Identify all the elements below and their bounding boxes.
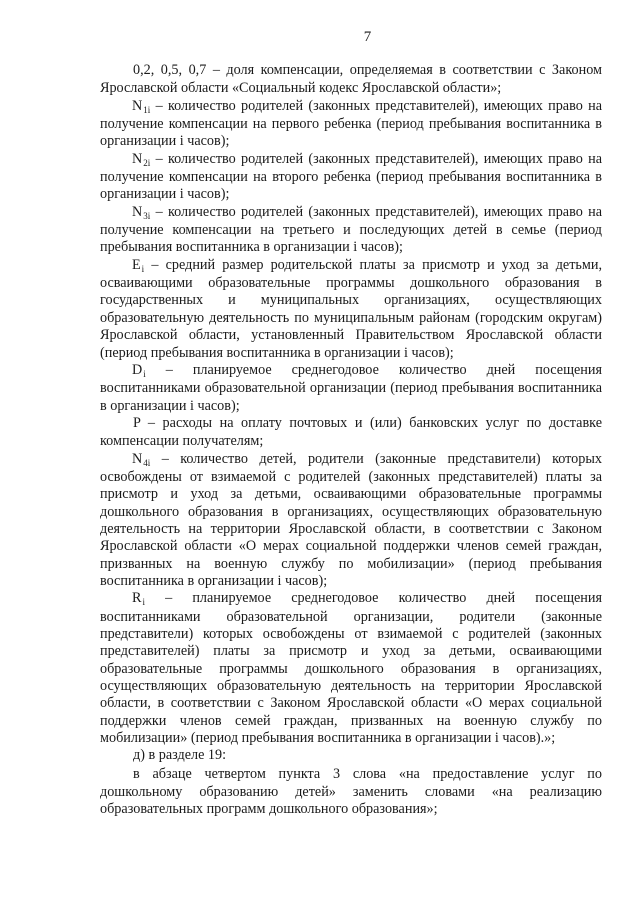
formula-subscript: 4i (143, 457, 151, 468)
paragraph (100, 766, 602, 819)
formula-symbol: D (132, 361, 143, 378)
paragraph (100, 451, 602, 591)
paragraph (100, 415, 602, 451)
formula-symbol: N (132, 203, 143, 220)
formula-subscript: 1i (143, 104, 151, 115)
paragraph-text: – количество родителей (законных представителей), имеющих право на получение компенсации на третьего и последующих детей в семье (период пребывания воспитанника в организации i часов); (100, 203, 602, 256)
formula-subscript: i (141, 263, 145, 274)
paragraph (100, 62, 602, 98)
formula-subscript: 2i (143, 157, 151, 168)
paragraph-text: – количество родителей (законных представителей), имеющих право на получение компенсации на второго ребенка (период пребывания воспитанника в организации i часов); (100, 150, 602, 203)
paragraph (100, 204, 602, 257)
formula-symbol: N (132, 450, 143, 467)
page-number: 7 (363, 29, 372, 45)
paragraph-text: 0,2, 0,5, 0,7 – доля компенсации, определяемая в соответствии с Законом Ярославской области «Социальный кодекс Ярославской области»; (100, 62, 602, 97)
paragraph-text: – количество детей, родители (законные представители) которых освобождены от взимаемой с родителей (законных представителей) платы за присмотр и уход за детьми, осваивающими образовательные программы дошкольного образования в организациях, осуществляющих образовательную деятельность на территории Ярославской области, в соответствии с Законом Ярославской области «О мерах социальной поддержки членов семей граждан, призванных на военную службу по мобилизации» (период пребывания воспитанника в организации i часов); (100, 450, 602, 589)
paragraph (100, 257, 602, 362)
paragraph (100, 362, 602, 415)
formula-subscript: i (142, 597, 145, 608)
paragraph (100, 747, 602, 765)
paragraph (100, 98, 602, 151)
formula-symbol: N (132, 97, 143, 114)
paragraph-text: – планируемое среднегодовое количество дней посещения воспитанниками образовательной организации (период пребывания воспитанника в организации i часов); (100, 361, 602, 414)
paragraph-text: д) в разделе 19: (133, 747, 227, 764)
formula-symbol: N (132, 150, 143, 167)
paragraph-text: в абзаце четвертом пункта 3 слова «на предоставление услуг по дошкольному образованию детей» заменить словами «на реализацию образовательных программ дошкольного образования»; (100, 765, 602, 818)
paragraph-text: P – расходы на оплату почтовых и (или) банковских услуг по доставке компенсации получателям; (100, 414, 602, 450)
paragraph-text: – средний размер родительской платы за присмотр и уход за детьми, осваивающими образовательные программы дошкольного образования в государственных и муниципальных организациях, осуществляющих образовательную деятельность по муниципальным районам (городским округам) Ярославской области, установленный Правительством Ярославской области (период пребывания воспитанника в организации i часов); (100, 256, 602, 361)
paragraph (100, 151, 602, 204)
formula-subscript: 3i (143, 210, 151, 221)
document-body (100, 62, 602, 819)
paragraph-text: – планируемое среднегодовое количество дней посещения воспитанниками образовательной организации, родители (законные представители) которых освобождены от взимаемой с родителей (законных представителей) платы за присмотр и уход за детьми, осваивающими образовательные программы дошкольного образования в организациях, осуществляющих образовательную деятельность на территории Ярославской области, в соответствии с Законом Ярославской области «О мерах социальной поддержки членов семей граждан, призванных на военную службу по мобилизации» (период пребывания воспитанника в организации i часов).»; (100, 590, 602, 747)
formula-subscript: i (143, 368, 146, 379)
paragraph (100, 590, 602, 747)
paragraph-text: – количество родителей (законных представителей), имеющих право на получение компенсации на первого ребенка (период пребывания воспитанника в организации i часов); (100, 97, 602, 150)
formula-symbol: R (132, 590, 142, 607)
formula-symbol: E (132, 256, 141, 273)
